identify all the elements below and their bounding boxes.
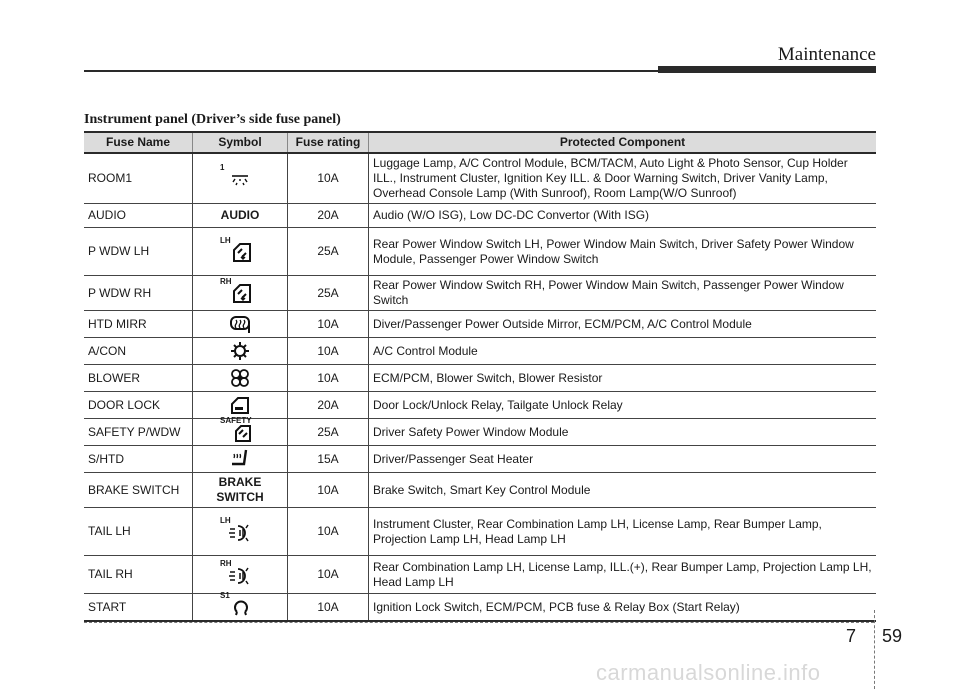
table-row (84, 311, 876, 338)
fuse-name: START (84, 594, 193, 622)
table-header-row (84, 132, 876, 153)
blower-fan-icon (220, 367, 260, 389)
header-rule (84, 70, 658, 72)
fuse-symbol (193, 591, 288, 622)
header-rule-accent (658, 66, 876, 73)
symbol-tag: S1 (220, 591, 230, 600)
start-icon (220, 591, 260, 618)
fuse-table (84, 131, 876, 622)
fuse-symbol (193, 365, 288, 392)
section-title: Maintenance (777, 44, 876, 65)
fuse-name: SAFETY P/WDW (84, 419, 193, 446)
protected-component: A/C Control Module (369, 338, 877, 365)
room-lamp-icon (220, 162, 260, 190)
table-row (84, 276, 876, 311)
protected-component: ECM/PCM, Blower Switch, Blower Resistor (369, 365, 877, 392)
fuse-rating: 10A (288, 311, 369, 338)
tail-lamp-icon (220, 558, 260, 586)
table-subtitle: Instrument panel (Driver’s side fuse panel) (84, 112, 341, 127)
fuse-name: BLOWER (84, 365, 193, 392)
fuse-name: HTD MIRR (84, 311, 193, 338)
fuse-name: ROOM1 (84, 153, 193, 204)
protected-component: Brake Switch, Smart Key Control Module (369, 473, 877, 508)
table-row (84, 594, 876, 622)
fuse-rating: 10A (288, 594, 369, 622)
table-row (84, 365, 876, 392)
symbol-tag: 1 (220, 162, 225, 172)
symbol-tag: LH (220, 235, 231, 245)
fuse-rating: 10A (288, 556, 369, 594)
fuse-name: BRAKE SWITCH (84, 473, 193, 508)
symbol-label: AUDIO (220, 208, 260, 222)
protected-component: Luggage Lamp, A/C Control Module, BCM/TACM, Auto Light & Photo Sensor, Cup Holder ILL., Instrument Cluster, Ignition Key ILL. & Door Warning Switch, Driver Vanity Lamp, Overhead Console Lamp (With Sunroof), Room Lamp(W/O Sunroof) (369, 153, 877, 204)
fuse-symbol (193, 204, 288, 228)
table-row (84, 228, 876, 276)
table-row (84, 473, 876, 508)
fuse-symbol (193, 311, 288, 338)
symbol-label: BRAKE SWITCH (216, 475, 264, 504)
fuse-symbol (193, 392, 288, 419)
power-window-icon (220, 277, 260, 304)
table-row (84, 338, 876, 365)
symbol-tag: SAFETY (220, 416, 252, 425)
door-lock-icon (220, 394, 260, 416)
fuse-symbol (193, 228, 288, 276)
header-protected-component: Protected Component (369, 132, 877, 153)
table-row (84, 446, 876, 473)
symbol-tag: RH (220, 558, 232, 568)
safety-window-icon (220, 416, 260, 443)
fuse-name: P WDW RH (84, 276, 193, 311)
page-number: 59 (882, 626, 903, 646)
fuse-name: TAIL RH (84, 556, 193, 594)
fuse-rating: 10A (288, 153, 369, 204)
fuse-name: S/HTD (84, 446, 193, 473)
fuse-symbol (193, 276, 288, 311)
protected-component: Rear Power Window Switch LH, Power Window Main Switch, Driver Safety Power Window Module, Passenger Power Window Switch (369, 228, 877, 276)
fuse-rating: 20A (288, 204, 369, 228)
table-row (84, 419, 876, 446)
tail-lamp-icon (220, 515, 260, 543)
fuse-name: P WDW LH (84, 228, 193, 276)
table-row (84, 556, 876, 594)
air-conditioner-icon (220, 340, 260, 362)
fuse-rating: 10A (288, 338, 369, 365)
protected-component: Rear Power Window Switch RH, Power Window Main Switch, Passenger Power Window Switch (369, 276, 877, 311)
protected-component: Driver Safety Power Window Module (369, 419, 877, 446)
table-row (84, 508, 876, 556)
fuse-symbol (193, 508, 288, 556)
footer-vertical-divider (874, 610, 875, 689)
fuse-rating: 10A (288, 365, 369, 392)
protected-component: Driver/Passenger Seat Heater (369, 446, 877, 473)
fuse-name: A/CON (84, 338, 193, 365)
chapter-number: 7 (846, 626, 857, 646)
protected-component: Door Lock/Unlock Relay, Tailgate Unlock Relay (369, 392, 877, 419)
fuse-rating: 25A (288, 276, 369, 311)
power-window-icon (220, 235, 260, 263)
protected-component: Diver/Passenger Power Outside Mirror, ECM/PCM, A/C Control Module (369, 311, 877, 338)
fuse-rating: 10A (288, 508, 369, 556)
footer-divider (84, 622, 874, 623)
table-row (84, 204, 876, 228)
fuse-rating: 15A (288, 446, 369, 473)
fuse-rating: 25A (288, 419, 369, 446)
table-row (84, 153, 876, 204)
fuse-symbol (193, 446, 288, 473)
symbol-tag: RH (220, 277, 232, 286)
fuse-rating: 10A (288, 473, 369, 508)
fuse-rating: 20A (288, 392, 369, 419)
fuse-rating: 25A (288, 228, 369, 276)
fuse-symbol (193, 338, 288, 365)
fuse-symbol (193, 153, 288, 204)
heated-mirror-icon (220, 313, 260, 335)
watermark: carmanualsonline.info (596, 660, 821, 685)
fuse-name: TAIL LH (84, 508, 193, 556)
table-row (84, 392, 876, 419)
protected-component: Rear Combination Lamp LH, License Lamp, ILL.(+), Rear Bumper Lamp, Projection Lamp LH, Head Lamp LH (369, 556, 877, 594)
protected-component: Instrument Cluster, Rear Combination Lamp LH, License Lamp, Rear Bumper Lamp, Projection Lamp LH, Head Lamp LH (369, 508, 877, 556)
fuse-name: AUDIO (84, 204, 193, 228)
symbol-tag: LH (220, 515, 231, 525)
fuse-symbol (193, 473, 288, 508)
fuse-name: DOOR LOCK (84, 392, 193, 419)
header-fuse-rating: Fuse rating (288, 132, 369, 153)
protected-component: Ignition Lock Switch, ECM/PCM, PCB fuse & Relay Box (Start Relay) (369, 594, 877, 622)
fuse-symbol (193, 416, 288, 446)
header-symbol: Symbol (193, 132, 288, 153)
protected-component: Audio (W/O ISG), Low DC-DC Convertor (With ISG) (369, 204, 877, 228)
seat-heater-icon (220, 448, 260, 470)
header-fuse-name: Fuse Name (84, 132, 193, 153)
fuse-symbol (193, 556, 288, 594)
